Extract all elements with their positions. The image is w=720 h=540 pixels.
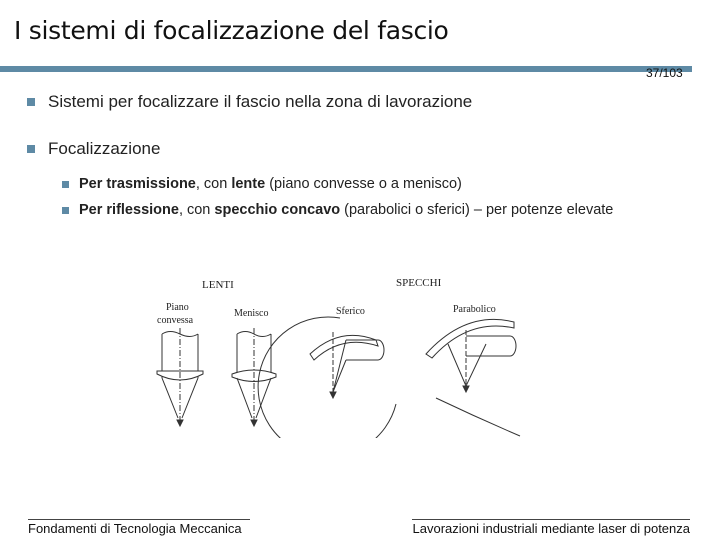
sub-bullet-2-bold-a: Per riflessione	[79, 202, 179, 218]
label-parabolico: Parabolico	[453, 304, 496, 315]
plano-convex-lens-diagram	[157, 328, 203, 426]
bullet-1	[27, 92, 472, 112]
sub-bullet-2-bold-b: specchio concavo	[214, 202, 341, 218]
bullet-2-text: Focalizzazione	[48, 139, 161, 158]
label-piano-line2: convessa	[157, 315, 194, 326]
sub-bullet-2-part-a: , con	[178, 202, 215, 218]
meniscus-lens-diagram	[232, 328, 276, 426]
slide-title: I sistemi di focalizzazione del fascio	[14, 16, 449, 45]
sub-bullet-2-text	[79, 202, 613, 218]
page-number: 37/103	[646, 66, 683, 80]
label-lenti: LENTI	[202, 279, 234, 291]
bullet-2	[27, 139, 160, 159]
label-piano-line1: Piano	[166, 302, 189, 313]
sub-bullet-1	[62, 176, 462, 192]
footer-topic: Lavorazioni industriali mediante laser di potenza	[412, 521, 690, 536]
square-bullet-icon	[62, 207, 69, 214]
bullet-1-text: Sistemi per focalizzare il fascio nella zona di lavorazione	[48, 92, 473, 111]
sub-bullet-1-bold-b: lente	[231, 176, 266, 192]
spherical-mirror-diagram	[258, 317, 396, 438]
label-sferico: Sferico	[336, 306, 365, 317]
parabolic-mirror-diagram	[426, 319, 520, 436]
sub-bullet-1-part-b: (piano convesse o a menisco)	[265, 176, 462, 192]
footer-course: Fondamenti di Tecnologia Meccanica	[28, 519, 250, 536]
label-specchi: SPECCHI	[396, 277, 442, 289]
sub-bullet-2	[62, 202, 613, 218]
focusing-systems-figure	[148, 268, 528, 438]
square-bullet-icon	[27, 98, 35, 106]
square-bullet-icon	[27, 145, 35, 153]
sub-bullet-2-part-b: (parabolici o sferici) – per potenze elevate	[340, 202, 614, 218]
square-bullet-icon	[62, 181, 69, 188]
label-menisco: Menisco	[234, 308, 269, 319]
sub-bullet-1-text	[79, 176, 462, 192]
sub-bullet-1-part-a: , con	[195, 176, 232, 192]
title-rule	[0, 66, 692, 72]
sub-bullet-1-bold-a: Per trasmissione	[79, 176, 196, 192]
